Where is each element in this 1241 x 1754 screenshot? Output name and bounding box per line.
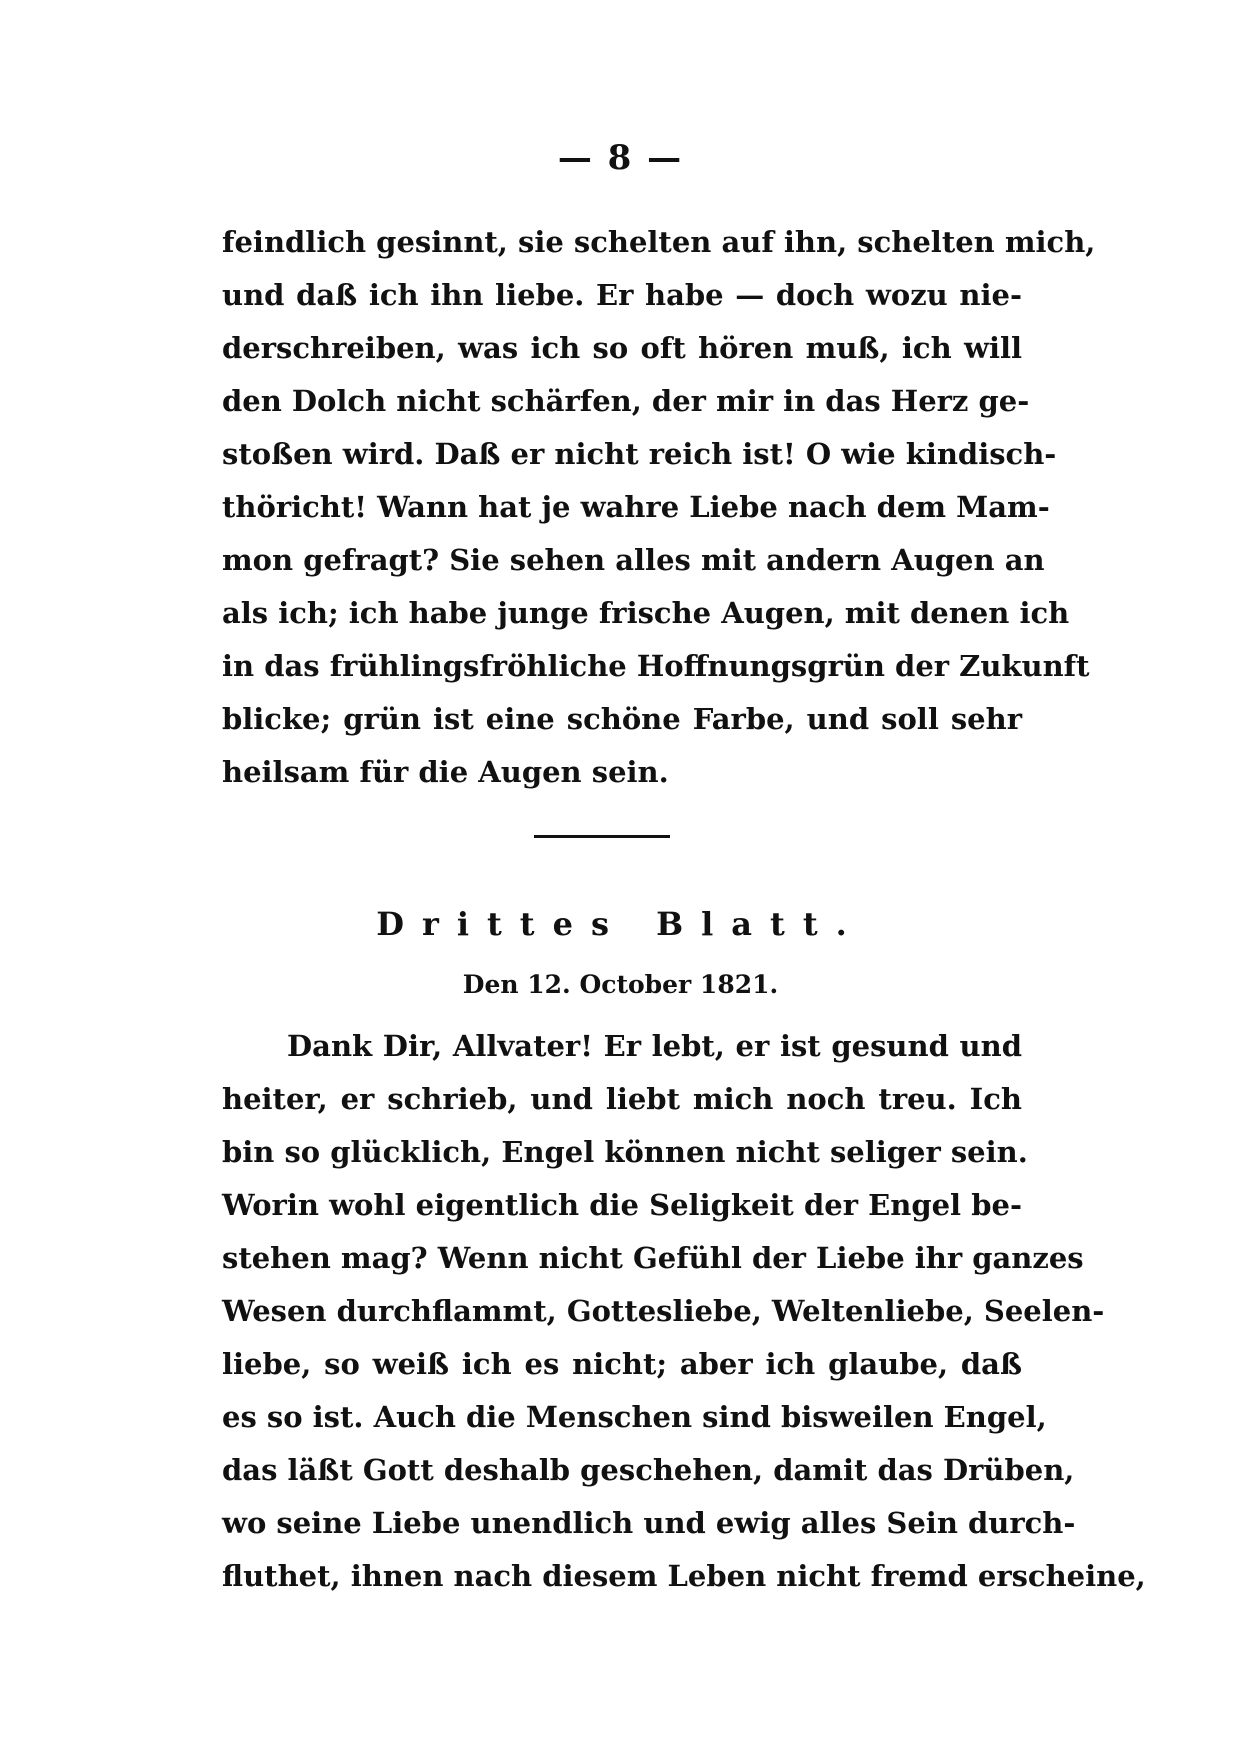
paragraph-2 — [222, 1020, 1146, 1603]
text-line: es so ist. Auch die Menschen sind bisweilen Engel, — [222, 1400, 1047, 1434]
section-title: Drittes Blatt. — [376, 905, 865, 943]
text-line: Dank Dir, Allvater! Er lebt, er ist gesund und — [287, 1029, 1022, 1063]
text-line: in das frühlingsfröhliche Hoffnungsgrün der Zukunft — [222, 649, 1090, 683]
text-line: wo seine Liebe unendlich und ewig alles Sein durch- — [222, 1506, 1076, 1540]
section-divider — [534, 835, 670, 838]
text-line: liebe, so weiß ich es nicht; aber ich glaube, daß — [222, 1347, 1022, 1381]
text-line: und daß ich ihn liebe. Er habe — doch wozu nie- — [222, 278, 1022, 312]
text-line: blicke; grün ist eine schöne Farbe, und soll sehr — [222, 702, 1022, 736]
text-line: feindlich gesinnt, sie schelten auf ihn, schelten mich, — [222, 225, 1096, 259]
text-line: thöricht! Wann hat je wahre Liebe nach dem Mam- — [222, 490, 1050, 524]
page-number: — 8 — — [557, 138, 684, 178]
text-line: stoßen wird. Daß er nicht reich ist! O wie kindisch- — [222, 437, 1057, 471]
text-line: derschreiben, was ich so oft hören muß, ich will — [222, 331, 1022, 365]
text-line: den Dolch nicht schärfen, der mir in das Herz ge- — [222, 384, 1030, 418]
text-line: stehen mag? Wenn nicht Gefühl der Liebe ihr ganzes — [222, 1241, 1084, 1275]
text-line: das läßt Gott deshalb geschehen, damit das Drüben, — [222, 1453, 1075, 1487]
text-line: fluthet, ihnen nach diesem Leben nicht fremd erscheine, — [222, 1559, 1146, 1593]
text-line: heilsam für die Augen sein. — [222, 755, 669, 789]
text-line: mon gefragt? Sie sehen alles mit andern Augen an — [222, 543, 1045, 577]
text-line: Wesen durchflammt, Gottesliebe, Weltenliebe, Seelen- — [222, 1294, 1105, 1328]
section-date: Den 12. October 1821. — [462, 970, 779, 999]
text-line: heiter, er schrieb, und liebt mich noch treu. Ich — [222, 1082, 1022, 1116]
text-line: bin so glücklich, Engel können nicht seliger sein. — [222, 1135, 1028, 1169]
text-line: als ich; ich habe junge frische Augen, mit denen ich — [222, 596, 1070, 630]
text-line: Worin wohl eigentlich die Seligkeit der Engel be- — [222, 1188, 1022, 1222]
paragraph-1 — [222, 216, 1096, 799]
